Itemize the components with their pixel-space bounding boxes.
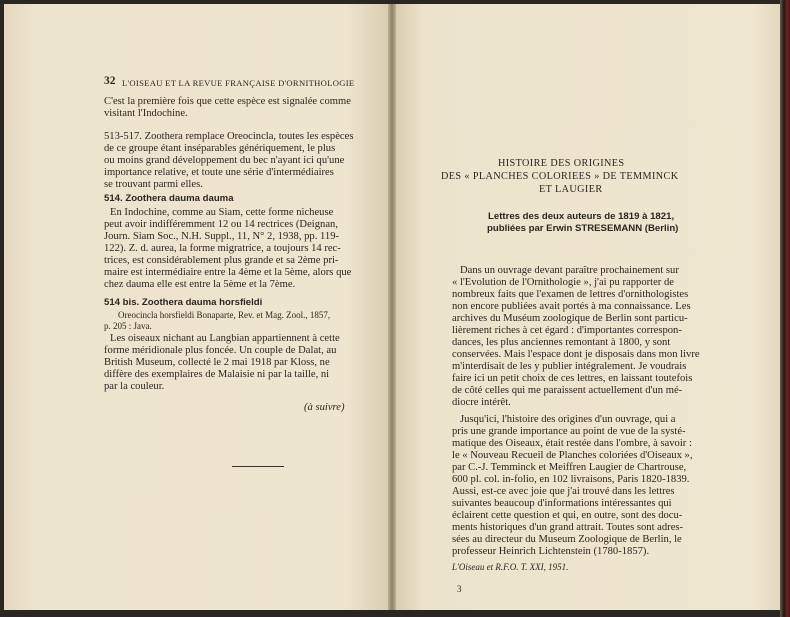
left-p4-line: British Museum, collecté le 2 mai 1918 par Kloss, ne xyxy=(104,357,330,368)
article-title-line: HISTOIRE DES ORIGINES xyxy=(498,158,625,169)
left-p3-line: chez dauma elle est entre la 5ème et la 7ème. xyxy=(104,279,296,290)
right-p2-line: le « Nouveau Recueil de Planches coloriées d'Oiseaux », xyxy=(452,450,693,461)
right-page-number: 3 xyxy=(457,584,462,594)
journal-footer: L'Oiseau et R.F.O. T. XXI, 1951. xyxy=(452,562,569,572)
left-heading-514bis: 514 bis. Zoothera dauma horsfieldi xyxy=(104,297,263,308)
right-p2-line: sées au directeur du Museum Zoologique de Berlin, le xyxy=(452,534,682,545)
right-p1-line: archives du Muséum zoologique de Berlin sont particu- xyxy=(452,313,688,324)
left-p3-line: En Indochine, comme au Siam, cette forme nicheuse xyxy=(110,207,334,218)
article-subtitle-line: publiées par Erwin STRESEMANN (Berlin) xyxy=(487,223,679,234)
left-p3-line: Journ. Siam Soc., N.H. Suppl., 11, N° 2, 1938, pp. 119- xyxy=(104,231,340,242)
right-p1-line: nombreux faits que l'examen de lettres d'ornithologistes xyxy=(452,289,689,300)
right-p1-line: m'interdisait de les y publier intégralement. Je voudrais xyxy=(452,361,687,372)
right-p2-line: par C.-J. Temminck et Meiffren Laugier de Chartrouse, xyxy=(452,462,687,473)
left-p2-line: importance relative, et toute une série d'intermédiaires xyxy=(104,167,334,178)
right-p1-line: diocre intérêt. xyxy=(452,397,511,408)
article-subtitle-line: Lettres des deux auteurs de 1819 à 1821, xyxy=(488,211,675,222)
right-p2-line: Aussi, est-ce avec joie que j'ai trouvé dans les lettres xyxy=(452,486,675,497)
left-reference-line: p. 205 : Java. xyxy=(104,321,152,331)
right-p2-line: professeur Heinrich Lichtenstein (1780-1857). xyxy=(452,546,650,557)
right-p1-line: de côté celles qui me paraissent actuellement d'un mé- xyxy=(452,385,683,396)
right-p1-line: conservées. Mais l'espace dont je disposais dans mon livre xyxy=(452,349,700,360)
left-p1-line: visitant l'Indochine. xyxy=(104,108,188,119)
left-p1-line: C'est la première fois que cette espèce est signalée comme xyxy=(104,96,351,107)
left-running-head: L'OISEAU ET LA REVUE FRANÇAISE D'ORNITHOLOGIE xyxy=(122,78,355,88)
right-p1-line: dances, les plus anciennes remontant à 1800, y sont xyxy=(452,337,671,348)
left-p3-line: 122). Z. d. aurea, la forme migratrice, a toujours 14 rec- xyxy=(104,243,341,254)
right-p2-line: suivantes beaucoup d'informations intéressantes qui xyxy=(452,498,672,509)
left-p3-line: maire est intermédiaire entre la 4ème et la 5ème, alors que xyxy=(104,267,352,278)
left-p3-line: peut avoir indifféremment 12 ou 14 rectrices (Deignan, xyxy=(104,219,338,230)
a-suivre-note: (à suivre) xyxy=(304,402,345,413)
right-p2-line: éclairent cette question et qui, en outre, sont des docu- xyxy=(452,510,683,521)
left-p4-line: par la couleur. xyxy=(104,381,165,392)
right-p2-line: Jusqu'ici, l'histoire des origines d'un ouvrage, qui a xyxy=(460,414,676,425)
left-p4-line: forme méridionale plus foncée. Un couple de Dalat, au xyxy=(104,345,337,356)
left-reference-line: Oreocincla horsfieldi Bonaparte, Rev. et Mag. Zool., 1857, xyxy=(118,310,331,320)
article-title-line: ET LAUGIER xyxy=(539,184,603,195)
right-p2-line: 600 pl. col. in-folio, en 102 livraisons, Paris 1820-1839. xyxy=(452,474,690,485)
right-p2-line: pris une grande importance au point de vue de la systé- xyxy=(452,426,686,437)
left-heading-514: 514. Zoothera dauma dauma xyxy=(104,193,234,204)
left-p2-line: 513-517. Zoothera remplace Oreocincla, toutes les espèces xyxy=(104,131,354,142)
article-title-line: DES « PLANCHES COLORIEES » DE TEMMINCK xyxy=(441,171,679,182)
book-gutter xyxy=(388,4,396,610)
right-p2-line: ments historiques d'un grand attrait. Toutes sont adres- xyxy=(452,522,684,533)
left-p4-line: diffère des exemplaires de Malaisie ni par la taille, ni xyxy=(104,369,330,380)
book-edge xyxy=(780,0,790,617)
left-p3-line: trices, est considérablement plus grande et sa 2ème pri- xyxy=(104,255,339,266)
right-p2-line: matique des Oiseaux, était restée dans l'ombre, à savoir : xyxy=(452,438,692,449)
right-p1-line: Dans un ouvrage devant paraître prochainement sur xyxy=(460,265,679,276)
left-page-number: 32 xyxy=(104,75,116,87)
left-p4-line: Les oiseaux nichant au Langbian appartiennent à cette xyxy=(110,333,340,344)
left-p2-line: ou moins grand développement du bec n'ayant ici qu'une xyxy=(104,155,345,166)
right-p1-line: lièrement riches à cet égard : d'importantes correspon- xyxy=(452,325,682,336)
end-rule xyxy=(232,466,284,467)
right-p1-line: « l'Evolution de l'Ornithologie », j'ai pu rapporter de xyxy=(452,277,674,288)
right-p1-line: non encore publiées avait portés à ma connaissance. Les xyxy=(452,301,691,312)
right-p1-line: faire ici un petit choix de ces lettres, en laissant toutefois xyxy=(452,373,693,384)
left-p2-line: se trouvant parmi elles. xyxy=(104,179,203,190)
left-p2-line: de ce groupe étant inséparables génériquement, le plus xyxy=(104,143,336,154)
